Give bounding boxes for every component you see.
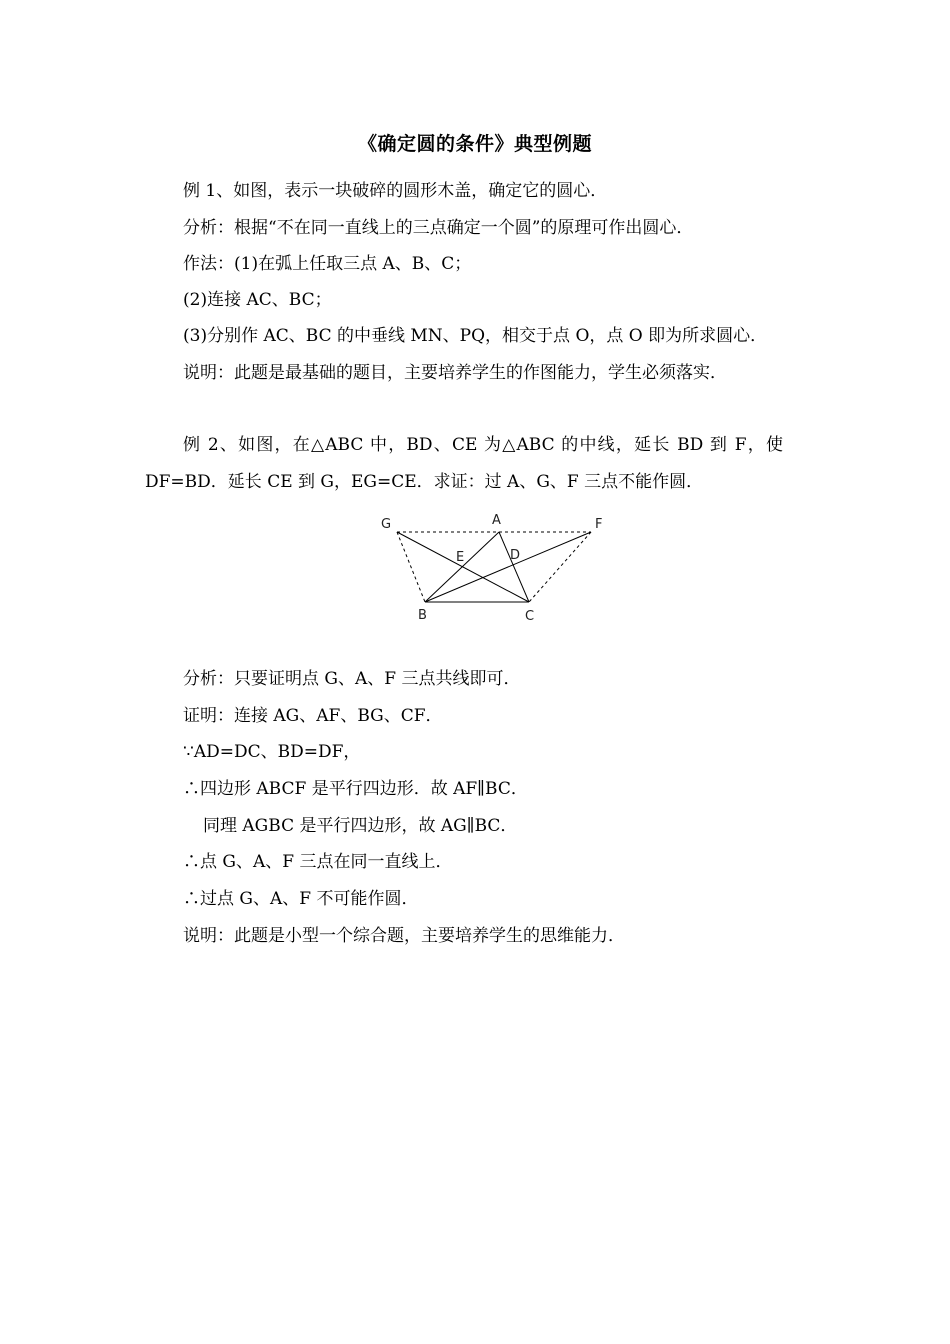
- example2-proof-step5: ∴点 G、A、F 三点在同一直线上．: [183, 852, 453, 872]
- example2-proof-step4: 同理 AGBC 是平行四边形，故 AG∥BC．: [203, 816, 518, 836]
- example1-method-step1: 作法：(1)在弧上任取三点 A、B、C；: [183, 254, 472, 274]
- example1-question: 例 1、如图，表示一块破碎的圆形木盖，确定它的圆心．: [183, 181, 608, 201]
- example1-method-step2: (2)连接 AC、BC；: [183, 290, 332, 310]
- label-a: A: [492, 513, 501, 528]
- example2-note: 说明：此题是小型一个综合题，主要培养学生的思维能力．: [183, 926, 625, 946]
- example2-proof-step1: 证明：连接 AG、AF、BG、CF．: [183, 706, 443, 726]
- label-f: F: [595, 517, 603, 532]
- example2-analysis: 分析：只要证明点 G、A、F 三点共线即可．: [183, 669, 521, 689]
- example1-method-step3: (3)分别作 AC、BC 的中垂线 MN、PQ，相交于点 O，点 O 即为所求圆心．: [183, 326, 768, 346]
- dashed-gb: [397, 532, 425, 602]
- segment-ac: [499, 532, 529, 602]
- page-title: 《确定圆的条件》典型例题: [357, 133, 592, 155]
- example2-question-line1: 例 2、如图，在△ABC 中，BD、CE 为△ABC 的中线，延长 BD 到 F，使: [183, 435, 783, 455]
- dashed-fc: [529, 532, 591, 602]
- example2-proof-step6: ∴过点 G、A、F 不可能作圆．: [183, 889, 419, 909]
- example2-proof-step2: ∵AD=DC、BD=DF，: [183, 742, 361, 762]
- example2-proof-step3: ∴四边形 ABCF 是平行四边形．故 AF∥BC．: [183, 779, 528, 799]
- example2-question-line2: DF=BD．延长 CE 到 G，EG=CE．求证：过 A、G、F 三点不能作圆．: [145, 472, 704, 492]
- label-g: G: [381, 517, 392, 532]
- label-d: D: [510, 548, 521, 563]
- example1-analysis: 分析：根据“不在同一直线上的三点确定一个圆”的原理可作出圆心．: [183, 218, 694, 238]
- example1-note: 说明：此题是最基础的题目，主要培养学生的作图能力，学生必须落实．: [183, 363, 727, 383]
- label-c: C: [525, 609, 535, 624]
- label-e: E: [456, 550, 465, 565]
- segment-bf: [425, 532, 591, 602]
- label-b: B: [418, 608, 427, 623]
- triangle-figure: [375, 508, 615, 628]
